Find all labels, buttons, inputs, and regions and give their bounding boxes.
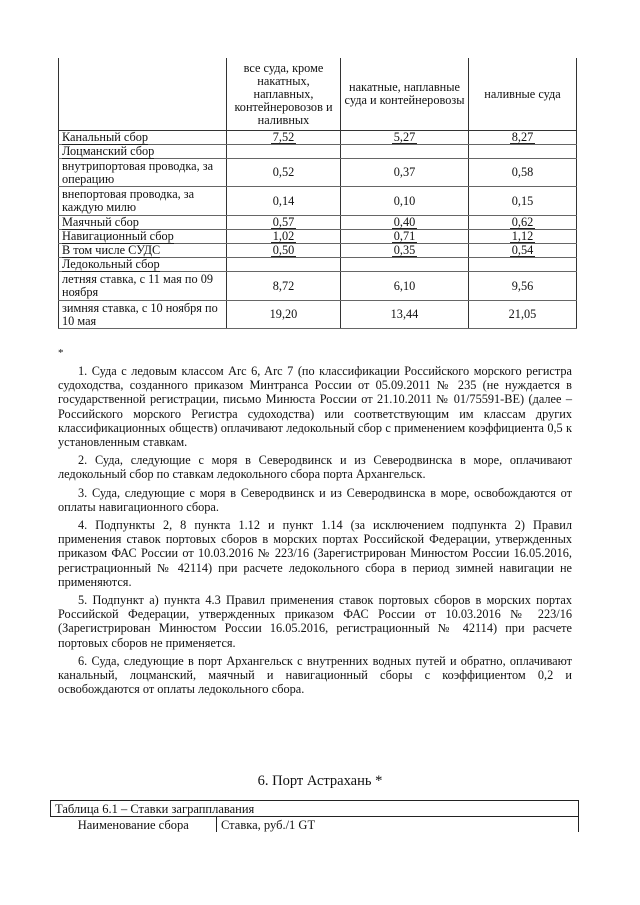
row-label: Канальный сбор [62,130,149,144]
port-fees-table [58,58,577,329]
cell-value: 1,02 [272,229,295,243]
table-row [59,131,577,145]
cell-value: 6,10 [393,278,416,293]
cell-value: 19,20 [269,307,298,321]
table-row [59,258,577,272]
cell-value: 5,27 [393,130,416,144]
row-label: летняя ставка, с 11 мая по 09 ноября [59,272,227,301]
row-label: внутрипортовая проводка, за операцию [59,159,227,187]
note-paragraph-4: 4. Подпункты 2, 8 пункта 1.12 и пункт 1.14 (за исключением подпункта 2) Правил применения ставок портовых сборов в морских портах Российской Федерации, утвержденных приказом ФАС России от 10.03.2016 № 223/16 (Зарегистрирован Минюстом России 16.05.2016, регистрационный № 42114) при расчете ледокольного сбора в период зимней навигации не применяются. [58,518,572,589]
footnote-marker: * [58,347,64,359]
section-heading: 6. Порт Астрахань * [257,773,383,789]
row-label: Маячный сбор [62,215,139,229]
cell-value: 0,40 [393,215,416,229]
table-row [59,159,577,187]
cell-value: 7,52 [272,130,295,144]
header-cell-blank [59,58,227,131]
cell-value: 0,58 [511,165,534,179]
cell-value: 0,35 [393,243,416,257]
cell-value: 0,15 [511,193,534,208]
cell-value: 8,27 [511,130,534,144]
table-row [59,187,577,216]
cell-value: 0,54 [511,243,534,257]
cell-value: 0,50 [272,243,295,257]
row-label: Ледокольный сбор [62,257,160,271]
table-row [59,216,577,230]
header-cell-tankers: наливные суда [469,58,577,131]
cell-value: 21,05 [508,307,537,321]
cell-value: 0,57 [272,215,295,229]
header-cell-rate: Ставка, руб./1 GT [217,817,579,833]
table-row [59,301,577,329]
row-label: Лоцманский сбор [62,144,155,158]
table-row [59,145,577,159]
cell-value: 8,72 [272,278,295,293]
row-label: внепортовая проводка, за каждую милю [59,187,227,216]
cell-value: 0,71 [393,229,416,243]
table-row [59,272,577,301]
table-row [59,230,577,244]
cell-value: 0,10 [393,193,416,208]
row-label: Навигационный сбор [62,229,174,243]
cell-value: 0,62 [511,215,534,229]
note-paragraph-3: 3. Суда, следующие с моря в Северодвинск и из Северодвинска в море, освобождаются от оплаты навигационного сбора. [58,485,572,514]
header-cell-roro-container: накатные, наплавные суда и контейнеровозы [341,58,469,131]
table-caption: Таблица 6.1 – Ставки заграпплавания [51,801,579,817]
row-label: В том числе СУДС [62,243,161,257]
note-paragraph-1: 1. Суда с ледовым классом Arc 6, Arc 7 (по классификации Российского морского регистра судоходства, созданного приказом Минтранса России от 05.09.2011 № 235 (не нуждается в государственной регистрации, письмо Минюста России от 21.10.2011 № 01/75591-ВЕ) (далее – Российского морского Регистра судоходства) или соответствующим им классам других классификационных обществ) оплачивают ледокольный сбор с применением коэффициента 0,5 к установленным ставкам. [58,364,572,450]
note-paragraph-6: 6. Суда, следующие в порт Архангельск с внутренних водных путей и обратно, оплачивают канальный, лоцманский, маячный и навигационный сборы с коэффициентом 0,2 и освобождаются от оплаты ледокольного сбора. [58,653,572,697]
cell-value: 0,14 [272,193,295,208]
cell-value: 1,12 [511,229,534,243]
cell-value: 13,44 [390,307,419,321]
astrakhan-rates-table [50,800,579,832]
notes-section [58,364,572,700]
table-header-row [59,58,577,131]
table-caption-row [51,801,579,817]
note-paragraph-2: 2. Суда, следующие с моря в Северодвинск и из Северодвинска в море, оплачивают ледокольный сбор по ставкам ледокольного сбора порта Архангельск. [58,453,572,482]
cell-value: 0,52 [272,165,295,179]
row-label: зимняя ставка, с 10 ноября по 10 мая [59,301,227,329]
cell-value: 0,37 [393,165,416,179]
cell-value: 9,56 [511,278,534,293]
header-cell-general-vessels: все суда, кроме накатных, наплавных, контейнеровозов и наливных [227,58,341,131]
table-header-row [51,817,579,833]
header-cell-fee-name: Наименование сбора [51,817,217,833]
note-paragraph-5: 5. Подпункт а) пункта 4.3 Правил применения ставок портовых сборов в морских портах Российской Федерации, утвержденных приказом ФАС России от 10.03.2016 № 223/16 (Зарегистрирован Минюстом России 16.05.2016, регистрационный № 42114) при расчете портовых сборов не применяется. [58,593,572,650]
table-row [59,244,577,258]
